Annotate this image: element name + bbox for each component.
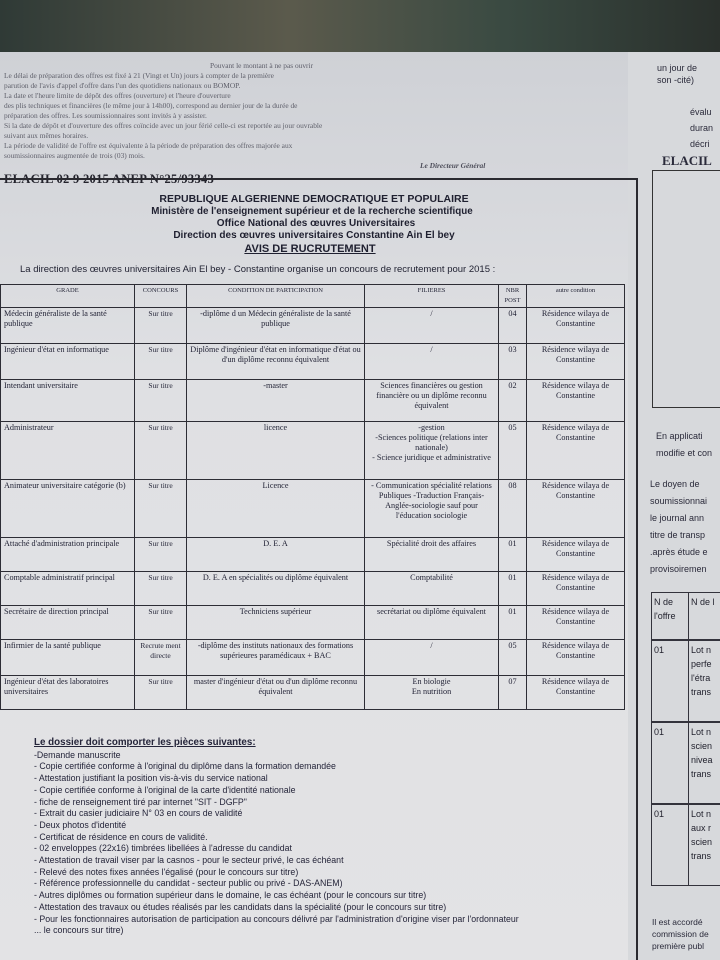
- notice-line: soumissionnaires augmentée de trois (03) mois.: [4, 151, 145, 160]
- right-mid-text: [690, 104, 713, 152]
- grade-cell: Ingénieur d'état des laboratoires universitaires: [1, 676, 135, 710]
- mode-cell: Sur titre: [135, 308, 187, 344]
- document-item: - Extrait du casier judiciaire N° 03 en cours de validité: [34, 808, 243, 819]
- posts-cell: 05: [499, 640, 527, 676]
- document-item: - Attestation des travaux ou études réalisés par les candidats dans la spécialité (pour le concours sur titre): [34, 901, 447, 912]
- right-text-line: .après étude e: [650, 547, 708, 557]
- right-text-line: provisoiremen: [650, 564, 707, 574]
- condition-cell: D. E. A en spécialités ou diplôme équivalent: [187, 572, 365, 606]
- ministry-heading: Ministère de l'enseignement supérieur et de la recherche scientifique: [151, 206, 473, 217]
- condition-cell: -diplôme d un Médecin généraliste de la santé publique: [187, 308, 365, 344]
- condition-cell: D. E. A: [187, 538, 365, 572]
- document-item: -Demande manuscrite: [34, 749, 121, 760]
- mode-cell: Sur titre: [135, 572, 187, 606]
- table-row: [1, 480, 625, 538]
- other-condition-cell: Résidence wilaya de Constantine: [527, 380, 625, 422]
- table-row: [1, 422, 625, 480]
- notice-line: Pouvant le montant à ne pas ouvrir: [210, 61, 314, 70]
- column-header: FILIERES: [365, 285, 499, 308]
- notice-line: La période de validité de l'offre est équivalente à la période de préparation des offres majorée aux: [4, 141, 293, 150]
- lot-text-line: scien: [691, 741, 713, 751]
- document-item: - Copie certifiée conforme à l'original du diplôme dans la formation demandée: [34, 761, 336, 772]
- document-item: - Certificat de résidence en cours de validité.: [34, 831, 208, 842]
- other-condition-cell: Résidence wilaya de Constantine: [527, 676, 625, 710]
- table-row: [1, 606, 625, 640]
- right-top-text: [657, 62, 697, 86]
- condition-cell: master d'ingénieur d'état ou d'un diplôme reconnu équivalent: [187, 676, 365, 710]
- mode-cell: Sur titre: [135, 676, 187, 710]
- lot-text-line: aux r: [691, 823, 712, 833]
- other-condition-cell: Résidence wilaya de Constantine: [527, 606, 625, 640]
- office-heading: Office National des œuvres Universitaires: [216, 218, 416, 229]
- posts-cell: 04: [499, 308, 527, 344]
- notice-line: Le délai de préparation des offres est fixé à 21 (Vingt et Un) jours à compter de la première: [4, 71, 274, 80]
- filiere-cell: Spécialité droit des affaires: [365, 538, 499, 572]
- right-text-line: le journal ann: [650, 513, 705, 523]
- condition-cell: Techniciens supérieur: [187, 606, 365, 640]
- mode-cell: Sur titre: [135, 480, 187, 538]
- column-header: NBR POST: [499, 285, 527, 308]
- right-reference: ELACIL: [662, 153, 712, 168]
- lot-text-line: scien: [691, 837, 713, 847]
- table-header-cell: [688, 592, 720, 640]
- right-text-line: soumissionnai: [650, 496, 708, 506]
- other-condition-cell: Résidence wilaya de Constantine: [527, 480, 625, 538]
- posts-cell: 02: [499, 380, 527, 422]
- condition-cell: Licence: [187, 480, 365, 538]
- grade-cell: Infirmier de la santé publique: [1, 640, 135, 676]
- table-header-text: N de l: [691, 597, 715, 607]
- lot-text-line: Lot n: [691, 645, 712, 655]
- filiere-cell: /: [365, 308, 499, 344]
- grade-cell: Comptable administratif principal: [1, 572, 135, 606]
- lot-text-line: l'étra: [691, 673, 711, 683]
- document-item: - 02 enveloppes (22x16) timbrées libellées à l'adresse du candidat: [34, 843, 292, 854]
- lot-text-line: perfe: [691, 659, 712, 669]
- lot-text-line: Lot n: [691, 727, 712, 737]
- right-frame: [652, 170, 720, 408]
- right-text-line: commission de: [652, 929, 709, 939]
- table-row: [1, 308, 625, 344]
- other-condition-cell: Résidence wilaya de Constantine: [527, 422, 625, 480]
- notice-title: AVIS DE RUCRUTEMENT: [244, 243, 376, 255]
- posts-cell: 01: [499, 538, 527, 572]
- notice-line: Si la date de dépôt et d'ouverture des offres coïncide avec un jour férié celle-ci est reportée au jour ouvrable: [4, 121, 323, 130]
- filiere-cell: - Communication spécialité relations Publiques -Traduction Français-Anglée-sociologie sauf pour l'éducation sociologie: [365, 480, 499, 538]
- table-row: [1, 640, 625, 676]
- right-text-line: son -cité): [657, 75, 695, 85]
- posts-cell: 01: [499, 606, 527, 640]
- table-header-row: [1, 285, 625, 308]
- column-header: CONDITION DE PARTICIPATION: [187, 285, 365, 308]
- other-condition-cell: Résidence wilaya de Constantine: [527, 344, 625, 380]
- direction-heading: Direction des œuvres universitaires Constantine Ain El bey: [173, 230, 455, 241]
- right-paragraph: [656, 428, 712, 462]
- table-header-text: N de: [654, 597, 674, 607]
- other-condition-cell: Résidence wilaya de Constantine: [527, 640, 625, 676]
- lot-text-line: trans: [691, 769, 712, 779]
- other-condition-cell: Résidence wilaya de Constantine: [527, 572, 625, 606]
- lot-text-line: trans: [691, 851, 712, 861]
- other-condition-cell: Résidence wilaya de Constantine: [527, 308, 625, 344]
- mode-cell: Sur titre: [135, 344, 187, 380]
- filiere-cell: /: [365, 640, 499, 676]
- grade-cell: Animateur universitaire catégorie (b): [1, 480, 135, 538]
- grade-cell: Administrateur: [1, 422, 135, 480]
- intro-text: La direction des œuvres universitaires Ain El bey - Constantine organise un concours de recrutement pour 2015 :: [20, 264, 496, 275]
- document-item: ... le concours sur titre): [34, 925, 124, 936]
- mode-cell: Sur titre: [135, 606, 187, 640]
- table-row: [1, 538, 625, 572]
- right-text-line: En applicati: [656, 431, 703, 441]
- table-row: [1, 676, 625, 710]
- documents-title: Le dossier doit comporter les pièces suivantes:: [34, 737, 256, 748]
- right-paragraph: [650, 476, 708, 578]
- document-item: - Relevé des notes fixes années l'égalisé (pour le concours sur titre): [34, 866, 299, 877]
- document-item: - Copie certifiée conforme à l'original de la carte d'identité nationale: [34, 784, 296, 795]
- other-condition-cell: Résidence wilaya de Constantine: [527, 538, 625, 572]
- condition-cell: -master: [187, 380, 365, 422]
- filiere-cell: Sciences financières ou gestion financière ou un diplôme reconnu équivalent: [365, 380, 499, 422]
- lot-number-cell: 01: [651, 722, 689, 804]
- notice-line: La date et l'heure limite de dépôt des offres (ouverture) et l'heure d'ouverture: [4, 91, 231, 100]
- filiere-cell: Comptabilité: [365, 572, 499, 606]
- filiere-cell: -gestion -Sciences politique (relations inter nationale) - Science juridique et administrative: [365, 422, 499, 480]
- condition-cell: Diplôme d'ingénieur d'état en informatique d'état ou d'un diplôme reconnu équivalent: [187, 344, 365, 380]
- grade-cell: Attaché d'administration principale: [1, 538, 135, 572]
- posts-cell: 07: [499, 676, 527, 710]
- document-item: - Attestation justifiant la position vis-à-vis du service national: [34, 773, 268, 784]
- right-text-line: première publ: [652, 941, 704, 951]
- document-item: - fiche de renseignement tiré par internet "SIT - DGFP": [34, 796, 247, 807]
- filiere-cell: secrétariat ou diplôme équivalent: [365, 606, 499, 640]
- right-lot-table: [651, 592, 720, 910]
- table-row: [1, 572, 625, 606]
- document-item: - Attestation de travail viser par la casnos - pour le secteur privé, le cas échéant: [34, 855, 344, 866]
- grade-cell: Médecin généraliste de la santé publique: [1, 308, 135, 344]
- right-text-line: titre de transp: [650, 530, 706, 540]
- right-bottom-text: [652, 916, 709, 952]
- table-header-text: l'offre: [654, 611, 676, 621]
- posts-cell: 05: [499, 422, 527, 480]
- notice-line: des plis techniques et financières (le même jour à 14h00), correspond au dernier jour de la durée de: [4, 101, 298, 110]
- right-text-line: modifie et con: [656, 448, 713, 458]
- notice-reference: ELACIL 02 9 2015 ANEP N°25/93343: [4, 172, 215, 186]
- right-text-line: un jour de: [657, 63, 698, 73]
- right-text-line: duran: [690, 123, 714, 133]
- condition-cell: -diplôme des instituts nationaux des formations supérieures paramédicaux + BAC: [187, 640, 365, 676]
- filiere-cell: /: [365, 344, 499, 380]
- notice-signature: Le Directeur Général: [420, 161, 486, 170]
- lot-text-line: Lot n: [691, 809, 712, 819]
- document-item: - Deux photos d'identité: [34, 819, 127, 830]
- notice-line: préparation des offres. Les soumissionnaires sont invités à y assister.: [4, 111, 207, 120]
- grade-cell: Ingénieur d'état en informatique: [1, 344, 135, 380]
- lot-text-line: trans: [691, 687, 712, 697]
- right-text-line: évalu: [690, 107, 712, 117]
- notice-line: parution de l'avis d'appel d'offre dans l'un des quotidiens nationaux ou BOMOP.: [4, 81, 241, 90]
- condition-cell: licence: [187, 422, 365, 480]
- right-text-line: Il est accordé: [652, 917, 703, 927]
- right-text-line: Le doyen de: [650, 479, 700, 489]
- previous-notice: [0, 60, 630, 172]
- mode-cell: Sur titre: [135, 380, 187, 422]
- document-item: - Référence professionnelle du candidat - secteur public ou privé - DAS-ANEM): [34, 878, 343, 889]
- document-item: - Autres diplômes ou formation supérieur dans le domaine, le cas échéant (pour le concours sur titre): [34, 890, 427, 901]
- table-row: [1, 344, 625, 380]
- posts-cell: 01: [499, 572, 527, 606]
- filiere-cell: En biologie En nutrition: [365, 676, 499, 710]
- mode-cell: Sur titre: [135, 422, 187, 480]
- mode-cell: Sur titre: [135, 538, 187, 572]
- grade-cell: Intendant universitaire: [1, 380, 135, 422]
- right-text-line: décri: [690, 139, 710, 149]
- lot-number-cell: 01: [651, 804, 689, 886]
- grade-cell: Secrétaire de direction principal: [1, 606, 135, 640]
- table-header-cell: [651, 592, 689, 640]
- posts-cell: 08: [499, 480, 527, 538]
- lot-description-cell: [688, 640, 720, 722]
- country-heading: REPUBLIQUE ALGERIENNE DEMOCRATIQUE ET POPULAIRE: [159, 193, 469, 205]
- lot-description-cell: [688, 804, 720, 886]
- notice-line: suivant aux mêmes horaires.: [4, 131, 89, 140]
- column-header: CONCOURS: [135, 285, 187, 308]
- table-row: [1, 380, 625, 422]
- column-header: GRADE: [1, 285, 135, 308]
- mode-cell: Recrute ment directe: [135, 640, 187, 676]
- lot-text-line: nivea: [691, 755, 713, 765]
- document-item: - Pour les fonctionnaires autorisation de participation au concours délivré par l'administration d'origine viser par l'ordonnateur: [34, 913, 519, 924]
- posts-cell: 03: [499, 344, 527, 380]
- lot-description-cell: [688, 722, 720, 804]
- recruitment-table: [0, 284, 625, 710]
- column-header: autre condition: [527, 285, 625, 308]
- lot-number-cell: 01: [651, 640, 689, 722]
- required-documents: [34, 737, 634, 937]
